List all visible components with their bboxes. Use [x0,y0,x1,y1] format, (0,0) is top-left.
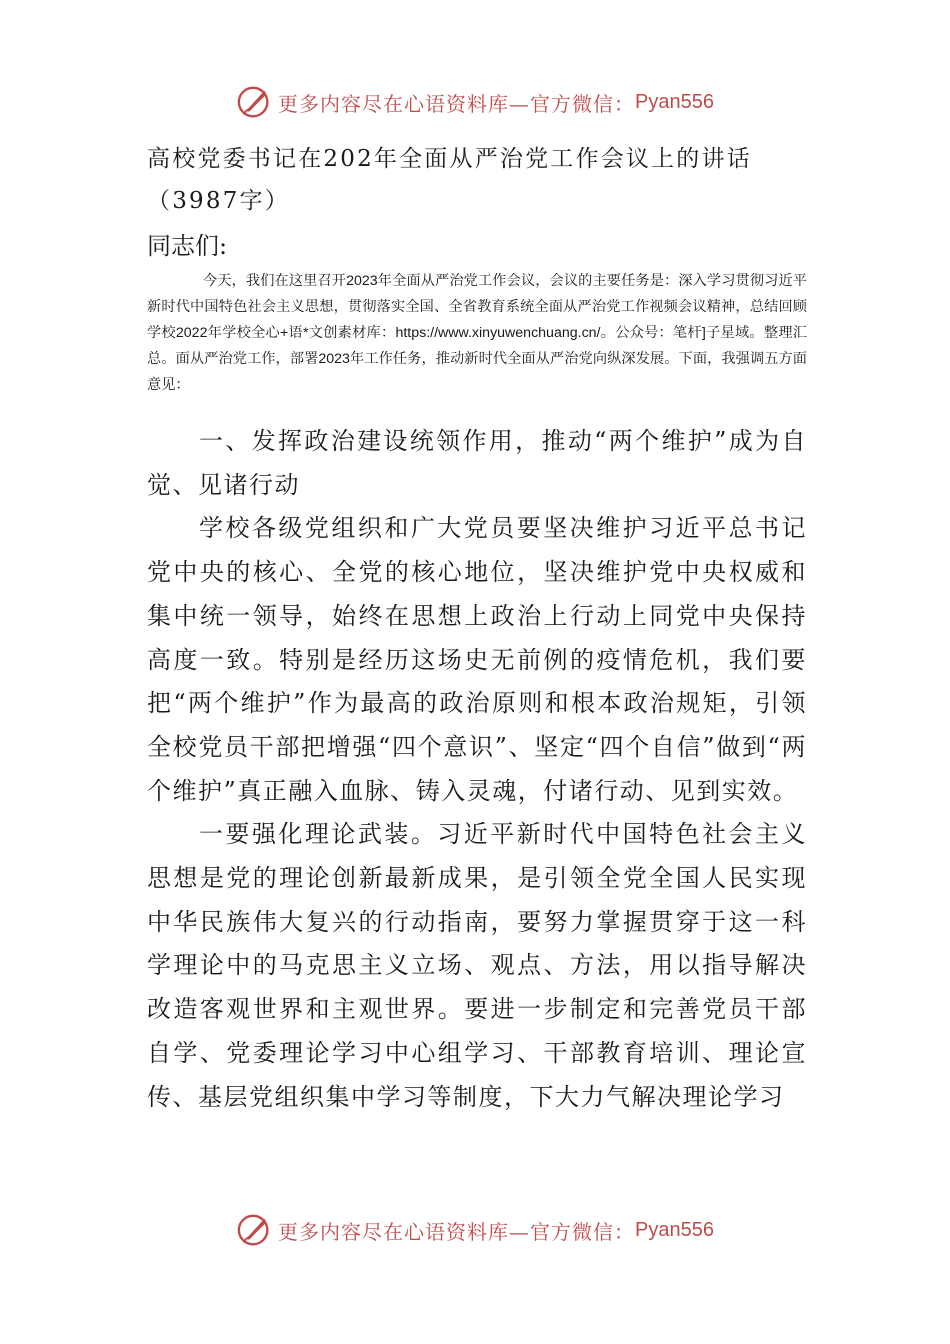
body-paragraph: 一要强化理论武装。习近平新时代中国特色社会主义思想是党的理论创新最新成果，是引领全党全国人民实现中华民族伟大复兴的行动指南，要努力掌握贯穿于这一科学理论中的马克思主义立场、观点、方法，用以指导解决改造客观世界和主观世界。要进一步制定和完善党员干部自学、党委理论学习中心组学习、干部教育培训、理论宣传、基层党组织集中学习等制度，下大力气解决理论学习 [147,820,807,1111]
header-banner [0,82,950,122]
banner-text: 更多内容尽在心语资料库—官方微信： [278,91,636,116]
document-title: 高校党委书记在202年全面从严治党工作会议上的讲话（3987字） [147,146,752,214]
body-paragraph: 学校各级党组织和广大党员要坚决维护习近平总书记党中央的核心、全党的核心地位，坚决维护党中央权威和集中统一领导，始终在思想上政治上行动上同党中央保持高度一致。特别是经历这场史无前例的疫情危机，我们要把“两个维护”作为最高的政治原则和根本政治规矩，引领全校党员干部把增强“四个意识”、坚定“四个自信”做到“两个维护”真正融入血脉、铸入灵魂，付诸行动、见到实效。 [147,514,807,805]
body-text [147,420,807,1119]
quill-logo-icon [236,83,274,121]
banner-text: 更多内容尽在心语资料库—官方微信： [278,1219,636,1244]
greeting: 同志们: [147,232,228,260]
section-heading: 一、发挥政治建设统领作用，推动“两个维护”成为自觉、见诸行动 [147,427,807,499]
quill-logo-icon [236,1211,274,1249]
footer-banner [0,1210,950,1250]
banner-wechat-id: Pyan556 [635,1218,714,1241]
banner-wechat-id: Pyan556 [635,90,714,113]
intro-paragraph: 今天，我们在这里召开2023年全面从严治党工作会议，会议的主要任务是：深入学习贯彻习近平新时代中国特色社会主义思想，贯彻落实全国、全省教育系统全面从严治党工作视频会议精神，总结回顾学校2022年学校全心+语*文创素材库：https://www.xinyuwenchuang.cn/。公众号：笔杆]子星域。整理汇总。面从严治党工作，部署2023年工作任务，推动新时代全面从严治党向纵深发展。下面，我强调五方面意见： [147,273,807,393]
